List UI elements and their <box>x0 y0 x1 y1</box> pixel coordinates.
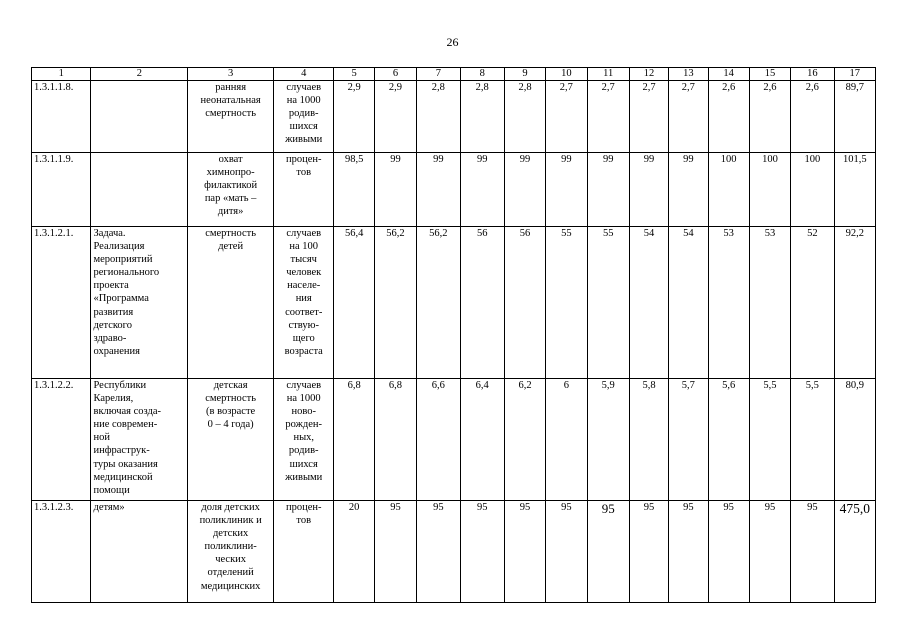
column-number-16: 16 <box>791 68 834 81</box>
value-cell: 5,5 <box>791 379 834 501</box>
column-number-17: 17 <box>834 68 875 81</box>
task-description: Задача. Реализация мероприятий регионального проекта «Программа развития детского здраво- охранения <box>91 227 188 379</box>
column-number-5: 5 <box>334 68 374 81</box>
value-cell: 95 <box>417 501 460 603</box>
value-cell: 92,2 <box>834 227 875 379</box>
column-number-11: 11 <box>587 68 629 81</box>
column-number-9: 9 <box>504 68 545 81</box>
table-row <box>32 379 876 501</box>
task-description <box>91 81 188 153</box>
table-row <box>32 81 876 153</box>
column-number-8: 8 <box>460 68 504 81</box>
value-cell: 55 <box>546 227 587 379</box>
value-cell: 101,5 <box>834 153 875 227</box>
unit-of-measure: процен- тов <box>273 501 334 603</box>
unit-of-measure: случаев на 1000 ново- рожден- ных, родив- шихся живыми <box>273 379 334 501</box>
column-number-1: 1 <box>32 68 91 81</box>
value-cell: 99 <box>546 153 587 227</box>
value-cell: 54 <box>669 227 708 379</box>
value-cell: 6,8 <box>334 379 374 501</box>
indicator-code: 1.3.1.1.9. <box>32 153 91 227</box>
column-number-10: 10 <box>546 68 587 81</box>
value-cell: 6,2 <box>504 379 545 501</box>
value-cell: 6,6 <box>417 379 460 501</box>
column-number-row <box>32 68 876 81</box>
value-cell: 99 <box>504 153 545 227</box>
indicator-name: охват химнопро- филактикой пар «мать – дитя» <box>188 153 274 227</box>
value-cell: 99 <box>669 153 708 227</box>
value-cell: 2,7 <box>669 81 708 153</box>
value-cell: 56,2 <box>374 227 416 379</box>
table-row <box>32 501 876 603</box>
task-description: Республики Карелия, включая созда- ние современ- ной инфраструк- туры оказания медицинской помощи <box>91 379 188 501</box>
value-cell: 2,8 <box>504 81 545 153</box>
value-cell: 56,4 <box>334 227 374 379</box>
column-number-13: 13 <box>669 68 708 81</box>
value-cell: 2,6 <box>791 81 834 153</box>
value-cell: 99 <box>417 153 460 227</box>
value-cell: 2,6 <box>749 81 790 153</box>
value-cell: 6 <box>546 379 587 501</box>
value-cell: 2,9 <box>374 81 416 153</box>
value-cell: 2,6 <box>708 81 749 153</box>
value-cell: 475,0 <box>834 501 875 603</box>
value-cell: 95 <box>791 501 834 603</box>
value-cell: 99 <box>587 153 629 227</box>
value-cell: 95 <box>374 501 416 603</box>
value-cell: 5,7 <box>669 379 708 501</box>
value-cell: 56 <box>460 227 504 379</box>
value-cell: 5,6 <box>708 379 749 501</box>
value-cell: 95 <box>749 501 790 603</box>
task-description <box>91 153 188 227</box>
value-cell: 54 <box>629 227 668 379</box>
page-number: 26 <box>446 35 459 49</box>
value-cell: 89,7 <box>834 81 875 153</box>
value-cell: 95 <box>546 501 587 603</box>
unit-of-measure: случаев на 1000 родив- шихся живыми <box>273 81 334 153</box>
indicator-code: 1.3.1.2.2. <box>32 379 91 501</box>
value-cell: 56 <box>504 227 545 379</box>
table-row <box>32 153 876 227</box>
column-number-7: 7 <box>417 68 460 81</box>
indicator-name: доля детских поликлиник и детских поликлини- ческих отделений медицинских <box>188 501 274 603</box>
value-cell: 95 <box>587 501 629 603</box>
value-cell: 98,5 <box>334 153 374 227</box>
value-cell: 95 <box>629 501 668 603</box>
column-number-2: 2 <box>91 68 188 81</box>
indicator-name: детская смертность (в возрасте 0 – 4 года) <box>188 379 274 501</box>
value-cell: 100 <box>749 153 790 227</box>
column-number-15: 15 <box>749 68 790 81</box>
value-cell: 100 <box>708 153 749 227</box>
value-cell: 5,5 <box>749 379 790 501</box>
value-cell: 53 <box>708 227 749 379</box>
value-cell: 95 <box>669 501 708 603</box>
indicator-code: 1.3.1.2.3. <box>32 501 91 603</box>
value-cell: 2,8 <box>417 81 460 153</box>
column-number-3: 3 <box>188 68 274 81</box>
value-cell: 6,4 <box>460 379 504 501</box>
table-row <box>32 227 876 379</box>
indicator-name: ранняя неонатальная смертность <box>188 81 274 153</box>
value-cell: 95 <box>504 501 545 603</box>
value-cell: 2,8 <box>460 81 504 153</box>
value-cell: 2,9 <box>334 81 374 153</box>
value-cell: 99 <box>374 153 416 227</box>
value-cell: 6,8 <box>374 379 416 501</box>
value-cell: 95 <box>708 501 749 603</box>
value-cell: 99 <box>460 153 504 227</box>
value-cell: 99 <box>629 153 668 227</box>
value-cell: 95 <box>460 501 504 603</box>
value-cell: 2,7 <box>546 81 587 153</box>
value-cell: 80,9 <box>834 379 875 501</box>
indicator-code: 1.3.1.2.1. <box>32 227 91 379</box>
column-number-14: 14 <box>708 68 749 81</box>
indicators-table <box>31 67 876 603</box>
task-description: детям» <box>91 501 188 603</box>
column-number-6: 6 <box>374 68 416 81</box>
value-cell: 55 <box>587 227 629 379</box>
column-number-4: 4 <box>273 68 334 81</box>
unit-of-measure: процен- тов <box>273 153 334 227</box>
value-cell: 5,8 <box>629 379 668 501</box>
value-cell: 56,2 <box>417 227 460 379</box>
value-cell: 52 <box>791 227 834 379</box>
unit-of-measure: случаев на 100 тысяч человек населе- ния соответ- ствую- щего возраста <box>273 227 334 379</box>
value-cell: 100 <box>791 153 834 227</box>
value-cell: 2,7 <box>587 81 629 153</box>
value-cell: 20 <box>334 501 374 603</box>
value-cell: 53 <box>749 227 790 379</box>
column-number-12: 12 <box>629 68 668 81</box>
indicator-code: 1.3.1.1.8. <box>32 81 91 153</box>
indicator-name: смертность детей <box>188 227 274 379</box>
value-cell: 5,9 <box>587 379 629 501</box>
value-cell: 2,7 <box>629 81 668 153</box>
